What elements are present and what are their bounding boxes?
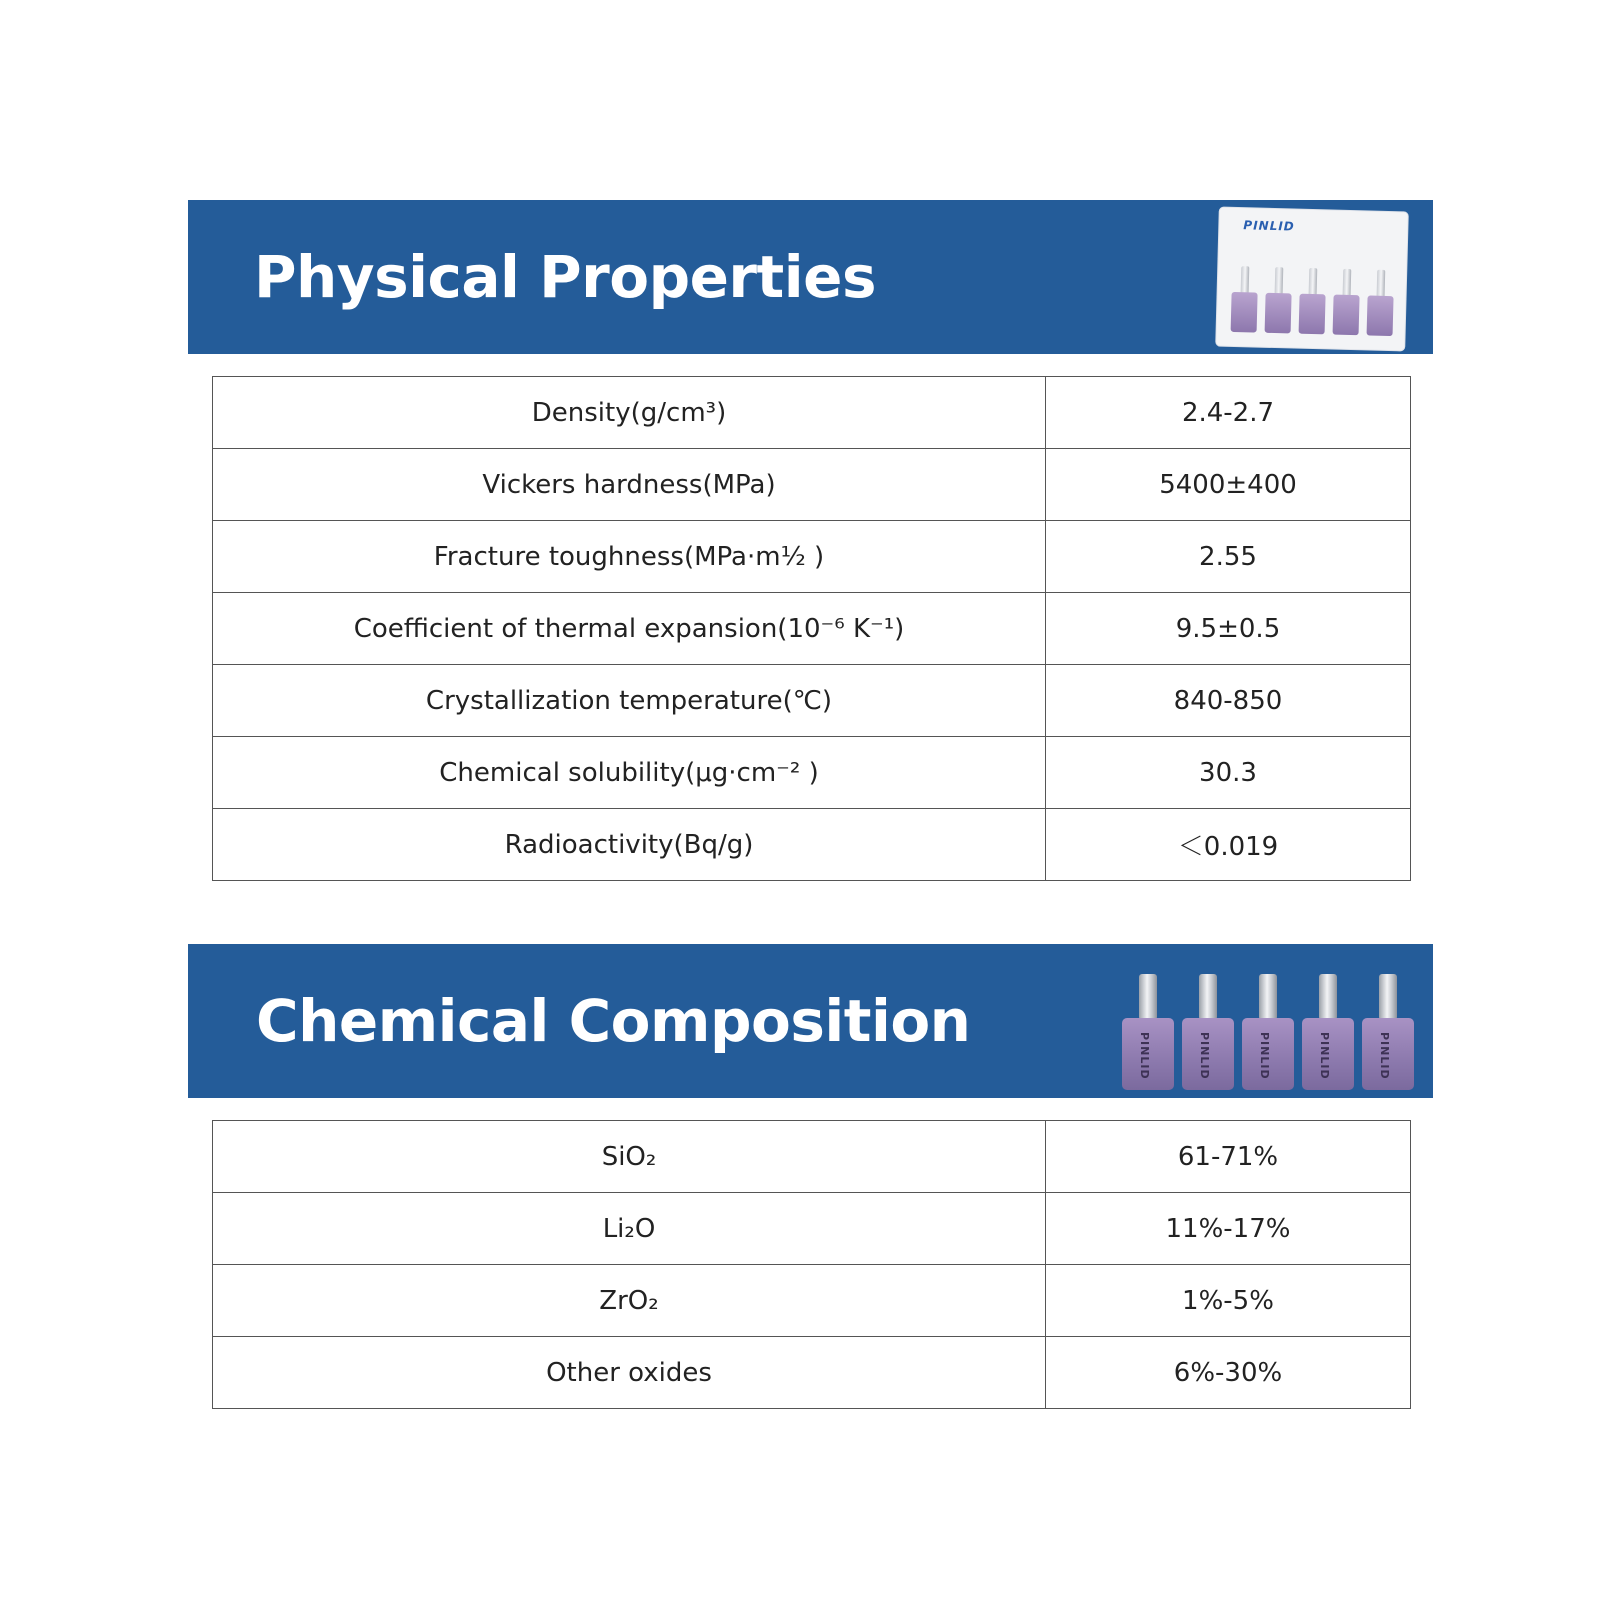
ceramic-block-icon: PINLID bbox=[1182, 974, 1234, 1092]
table-row bbox=[213, 809, 1411, 881]
ceramic-blocks-image bbox=[1122, 974, 1422, 1098]
value-cell: 840-850 bbox=[1046, 665, 1411, 737]
value-cell: 30.3 bbox=[1046, 737, 1411, 809]
physical-properties-table bbox=[212, 376, 1411, 881]
chemical-composition-title: Chemical Composition bbox=[256, 987, 971, 1055]
component-cell: Li₂O bbox=[213, 1193, 1046, 1265]
component-cell: ZrO₂ bbox=[213, 1265, 1046, 1337]
property-cell: Chemical solubility(μg·cm⁻² ) bbox=[213, 737, 1046, 809]
table-row bbox=[213, 1265, 1411, 1337]
value-cell: 5400±400 bbox=[1046, 449, 1411, 521]
table-row bbox=[213, 377, 1411, 449]
table-row bbox=[213, 593, 1411, 665]
ceramic-block-icon: PINLID bbox=[1302, 974, 1354, 1092]
component-cell: Other oxides bbox=[213, 1337, 1046, 1409]
table-row bbox=[213, 665, 1411, 737]
table-row bbox=[213, 1193, 1411, 1265]
chemical-composition-table bbox=[212, 1120, 1411, 1409]
ceramic-block-icon: PINLID bbox=[1122, 974, 1174, 1092]
property-cell: Coefficient of thermal expansion(10⁻⁶ K⁻¹) bbox=[213, 593, 1046, 665]
table-row bbox=[213, 521, 1411, 593]
value-cell: 2.55 bbox=[1046, 521, 1411, 593]
physical-properties-title: Physical Properties bbox=[254, 243, 876, 311]
table-row bbox=[213, 1121, 1411, 1193]
component-cell: SiO₂ bbox=[213, 1121, 1046, 1193]
value-cell: ＜0.019 bbox=[1046, 809, 1411, 881]
table-row bbox=[213, 449, 1411, 521]
property-cell: Radioactivity(Bq/g) bbox=[213, 809, 1046, 881]
property-cell: Density(g/cm³) bbox=[213, 377, 1046, 449]
ceramic-block-icon: PINLID bbox=[1362, 974, 1414, 1092]
property-cell: Fracture toughness(MPa·m½ ) bbox=[213, 521, 1046, 593]
box-tray bbox=[1227, 260, 1399, 336]
value-cell: 1%-5% bbox=[1046, 1265, 1411, 1337]
value-cell: 6%-30% bbox=[1046, 1337, 1411, 1409]
physical-properties-banner bbox=[188, 200, 1433, 354]
property-cell: Vickers hardness(MPa) bbox=[213, 449, 1046, 521]
box-brand-label: PINLID bbox=[1243, 218, 1295, 234]
ceramic-block-icon: PINLID bbox=[1242, 974, 1294, 1092]
value-cell: 2.4-2.7 bbox=[1046, 377, 1411, 449]
value-cell: 11%-17% bbox=[1046, 1193, 1411, 1265]
product-box-icon bbox=[1216, 208, 1408, 351]
value-cell: 61-71% bbox=[1046, 1121, 1411, 1193]
property-cell: Crystallization temperature(℃) bbox=[213, 665, 1046, 737]
chemical-composition-banner bbox=[188, 944, 1433, 1098]
value-cell: 9.5±0.5 bbox=[1046, 593, 1411, 665]
table-row bbox=[213, 1337, 1411, 1409]
table-row bbox=[213, 737, 1411, 809]
